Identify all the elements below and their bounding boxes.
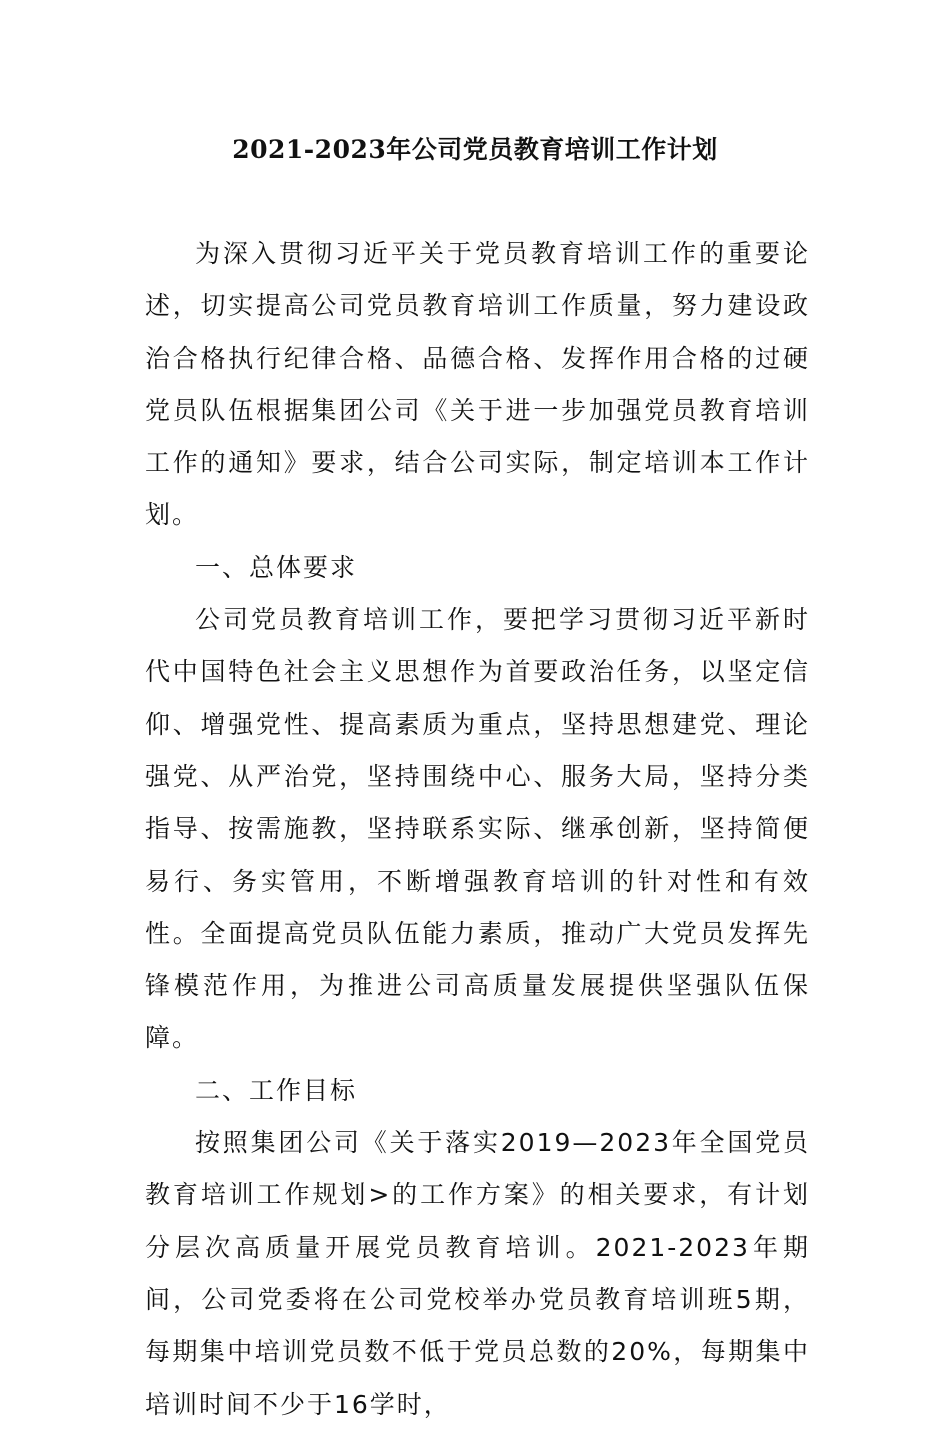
section-heading-general-requirements: 一、总体要求 (195, 552, 358, 582)
document-title: 2021-2023年公司党员教育培训工作计划 (232, 135, 718, 164)
intro-paragraph: 为深入贯彻习近平关于党员教育培训工作的重要论述，切实提高公司党员教育培训工作质量，努力建设政治合格执行纪律合格、品德合格、发挥作用合格的过硬党员队伍根据集团公司《关于进一步加强党员教育培训工作的通知》要求，结合公司实际，制定培训本工作计划。 (145, 239, 810, 530)
general-requirements-paragraph: 公司党员教育培训工作，要把学习贯彻习近平新时代中国特色社会主义思想作为首要政治任务，以坚定信仰、增强党性、提高素质为重点，坚持思想建党、理论强党、从严治党，坚持围绕中心、服务大局，坚持分类指导、按需施教，坚持联系实际、继承创新，坚持简便易行、务实管用，不断增强教育培训的针对性和有效性。全面提高党员队伍能力素质，推动广大党员发挥先锋模范作用，为推进公司高质量发展提供坚强队伍保障。 (145, 605, 810, 1053)
work-goals-paragraph: 按照集团公司《关于落实2019—2023年全国党员教育培训工作规划>的工作方案》的相关要求，有计划分层次高质量开展党员教育培训。2021-2023年期间，公司党委将在公司党校举办党员教育培训班5期，每期集中培训党员数不低于党员总数的20%，每期集中培训时间不少于16学时， (145, 1128, 810, 1419)
section-heading-work-goals: 二、工作目标 (195, 1075, 358, 1105)
document-body (145, 228, 810, 1431)
